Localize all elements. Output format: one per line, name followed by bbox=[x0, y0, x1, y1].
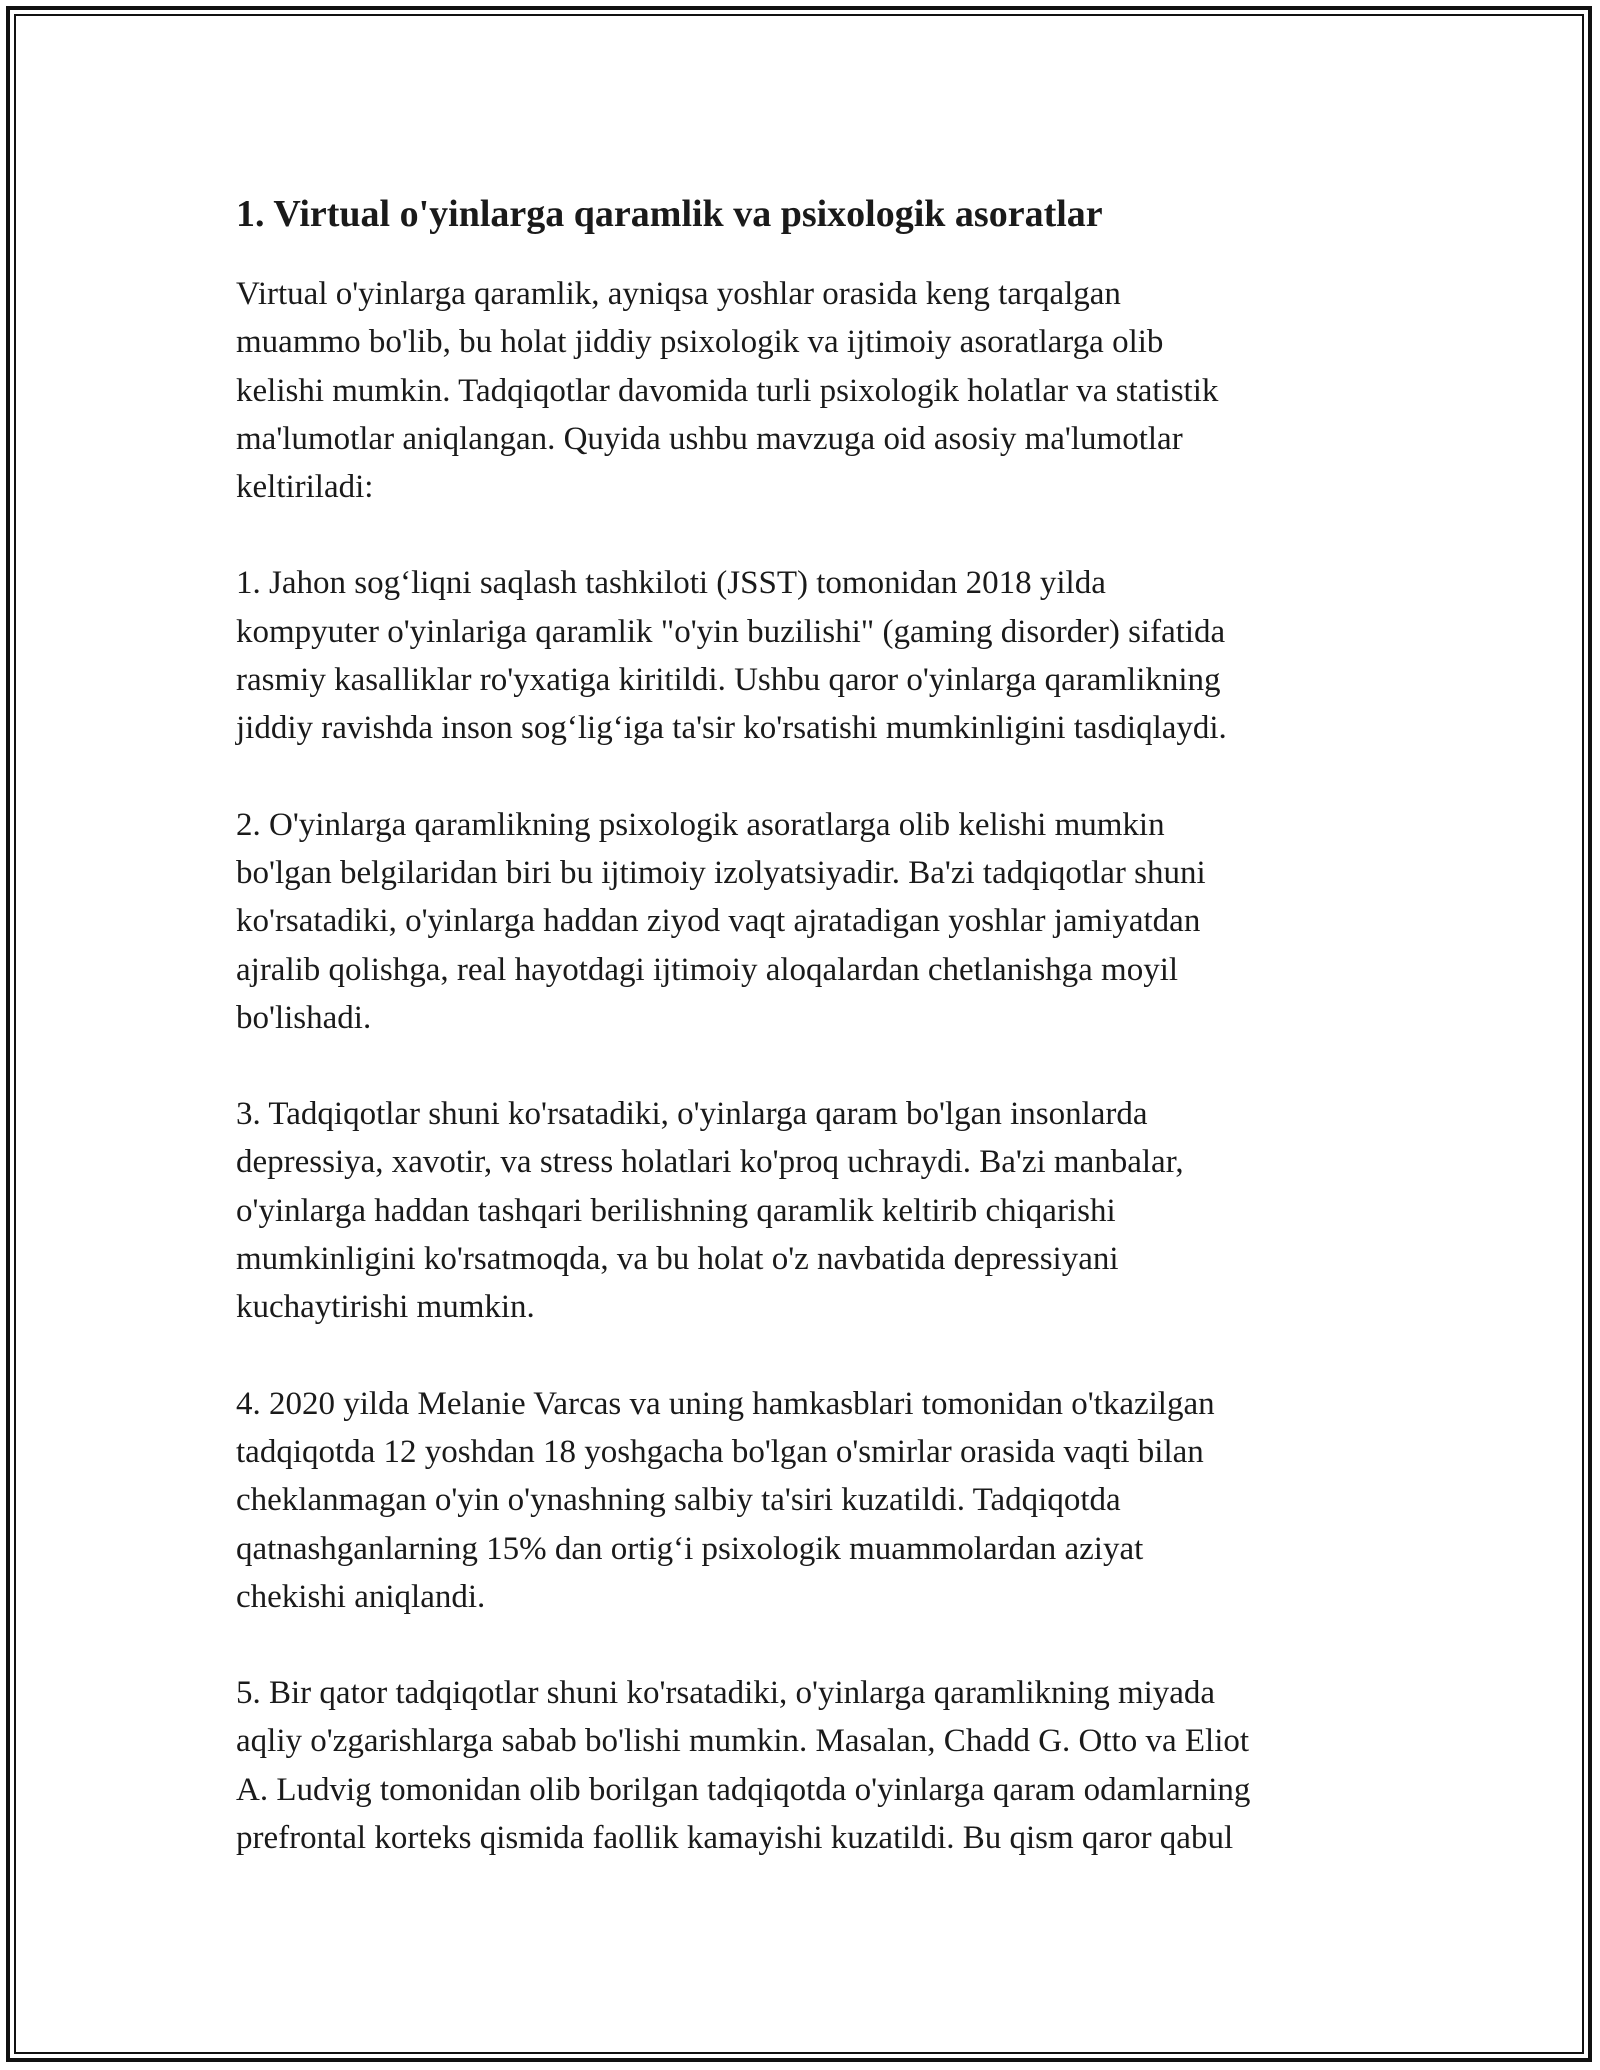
paragraph-point-5: 5. Bir qator tadqiqotlar shuni ko'rsatadiki, o'yinlarga qaramlikning miyada aqliy o'zgarishlarga sabab bo'lishi mumkin. Masalan, Chadd G. Otto va Eliot A. Ludvig tomonidan olib borilgan tadqiqotda o'yinlarga qaram odamlarning prefrontal korteks qismida faollik kamayishi kuzatildi. Bu qism qaror qabul bbox=[236, 1675, 1251, 1857]
document-body bbox=[236, 188, 1396, 1910]
section-heading: 1. Virtual o'yinlarga qaramlik va psixologik asoratlar bbox=[236, 193, 1103, 235]
paragraph-point-4: 4. 2020 yilda Melanie Varcas va uning hamkasblari tomonidan o'tkazilgan tadqiqotda 12 yoshdan 18 yoshgacha bo'lgan o'smirlar orasida vaqti bilan cheklanmagan o'yin o'ynashning salbiy ta'siri kuzatildi. Tadqiqotda qatnashganlarning 15% dan ortig‘i psixologik muammolardan aziyat chekishi aniqlandi. bbox=[236, 1385, 1215, 1615]
paragraph-point-3: 3. Tadqiqotlar shuni ko'rsatadiki, o'yinlarga qaram bo'lgan insonlarda depressiya, xavotir, va stress holatlari ko'proq uchraydi. Ba'zi manbalar, o'yinlarga haddan tashqari berilishning qaramlik keltirib chiqarishi mumkinligini ko'rsatmoqda, va bu holat o'z navbatida depressiyani kuchaytirishi mumkin. bbox=[236, 1096, 1184, 1326]
intro-paragraph: Virtual o'yinlarga qaramlik, ayniqsa yoshlar orasida keng tarqalgan muammo bo'lib, bu holat jiddiy psixologik va ijtimoiy asoratlarga olib kelishi mumkin. Tadqiqotlar davomida turli psixologik holatlar va statistik ma'lumotlar aniqlangan. Quyida ushbu mavzuga oid asosiy ma'lumotlar keltiriladi: bbox=[236, 276, 1219, 506]
paragraph-point-1: 1. Jahon sog‘liqni saqlash tashkiloti (JSST) tomonidan 2018 yilda kompyuter o'yinlariga qaramlik "o'yin buzilishi" (gaming disorder) sifatida rasmiy kasalliklar ro'yxatiga kiritildi. Ushbu qaror o'yinlarga qaramlikning jiddiy ravishda inson sog‘lig‘iga ta'sir ko'rsatishi mumkinligini tasdiqlaydi. bbox=[236, 565, 1227, 747]
paragraph-point-2: 2. O'yinlarga qaramlikning psixologik asoratlarga olib kelishi mumkin bo'lgan belgilaridan biri bu ijtimoiy izolyatsiyadir. Ba'zi tadqiqotlar shuni ko'rsatadiki, o'yinlarga haddan ziyod vaqt ajratadigan yoshlar jamiyatdan ajralib qolishga, real hayotdagi ijtimoiy aloqalardan chetlanishga moyil bo'lishadi. bbox=[236, 806, 1206, 1036]
